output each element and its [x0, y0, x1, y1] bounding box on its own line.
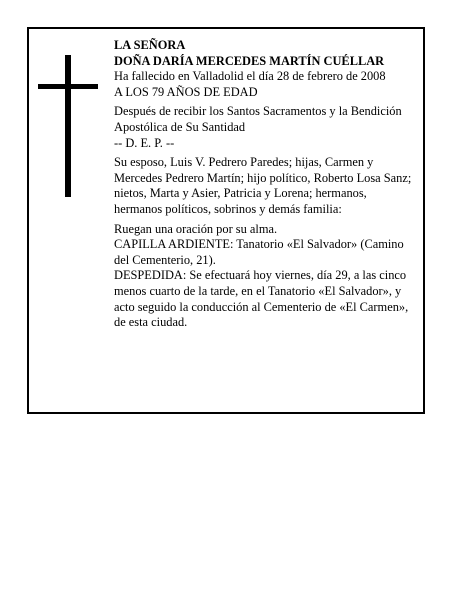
deceased-name: DOÑA DARÍA MERCEDES MARTÍN CUÉLLAR	[114, 53, 385, 68]
prayer-request: Ruegan una oración por su alma.	[114, 221, 278, 236]
sacraments-statement: Después de recibir los Santos Sacramentos y la Bendición Apostólica de Su Santidad	[114, 104, 402, 134]
cross-horizontal-bar	[38, 84, 98, 89]
cross-vertical-bar	[65, 55, 71, 197]
notice-text	[114, 38, 416, 331]
farewell-info: DESPEDIDA: Se efectuará hoy viernes, día 29, a las cinco menos cuarto de la tarde, en el Tanatorio «El Salvador», y acto seguido la conducción al Cementerio de «El Carmen», de esta ciudad.	[114, 268, 409, 330]
notice-title: LA SEÑORA	[114, 38, 186, 52]
age-statement: A LOS 79 AÑOS DE EDAD	[114, 84, 258, 99]
latin-cross-icon	[38, 55, 98, 197]
death-statement: Ha fallecido en Valladolid el día 28 de febrero de 2008	[114, 69, 386, 84]
rip-line: -- D. E. P. --	[114, 135, 175, 150]
family-list: Su esposo, Luis V. Pedrero Paredes; hijas, Carmen y Mercedes Pedrero Martín; hijo político, Roberto Losa Sanz; nietos, Marta y Asier, Patricia y Lorena; hermanos, hermanos políticos, sobrinos y demás familia:	[114, 155, 412, 216]
chapel-info: CAPILLA ARDIENTE: Tanatorio «El Salvador» (Camino del Cementerio, 21).	[114, 237, 404, 267]
